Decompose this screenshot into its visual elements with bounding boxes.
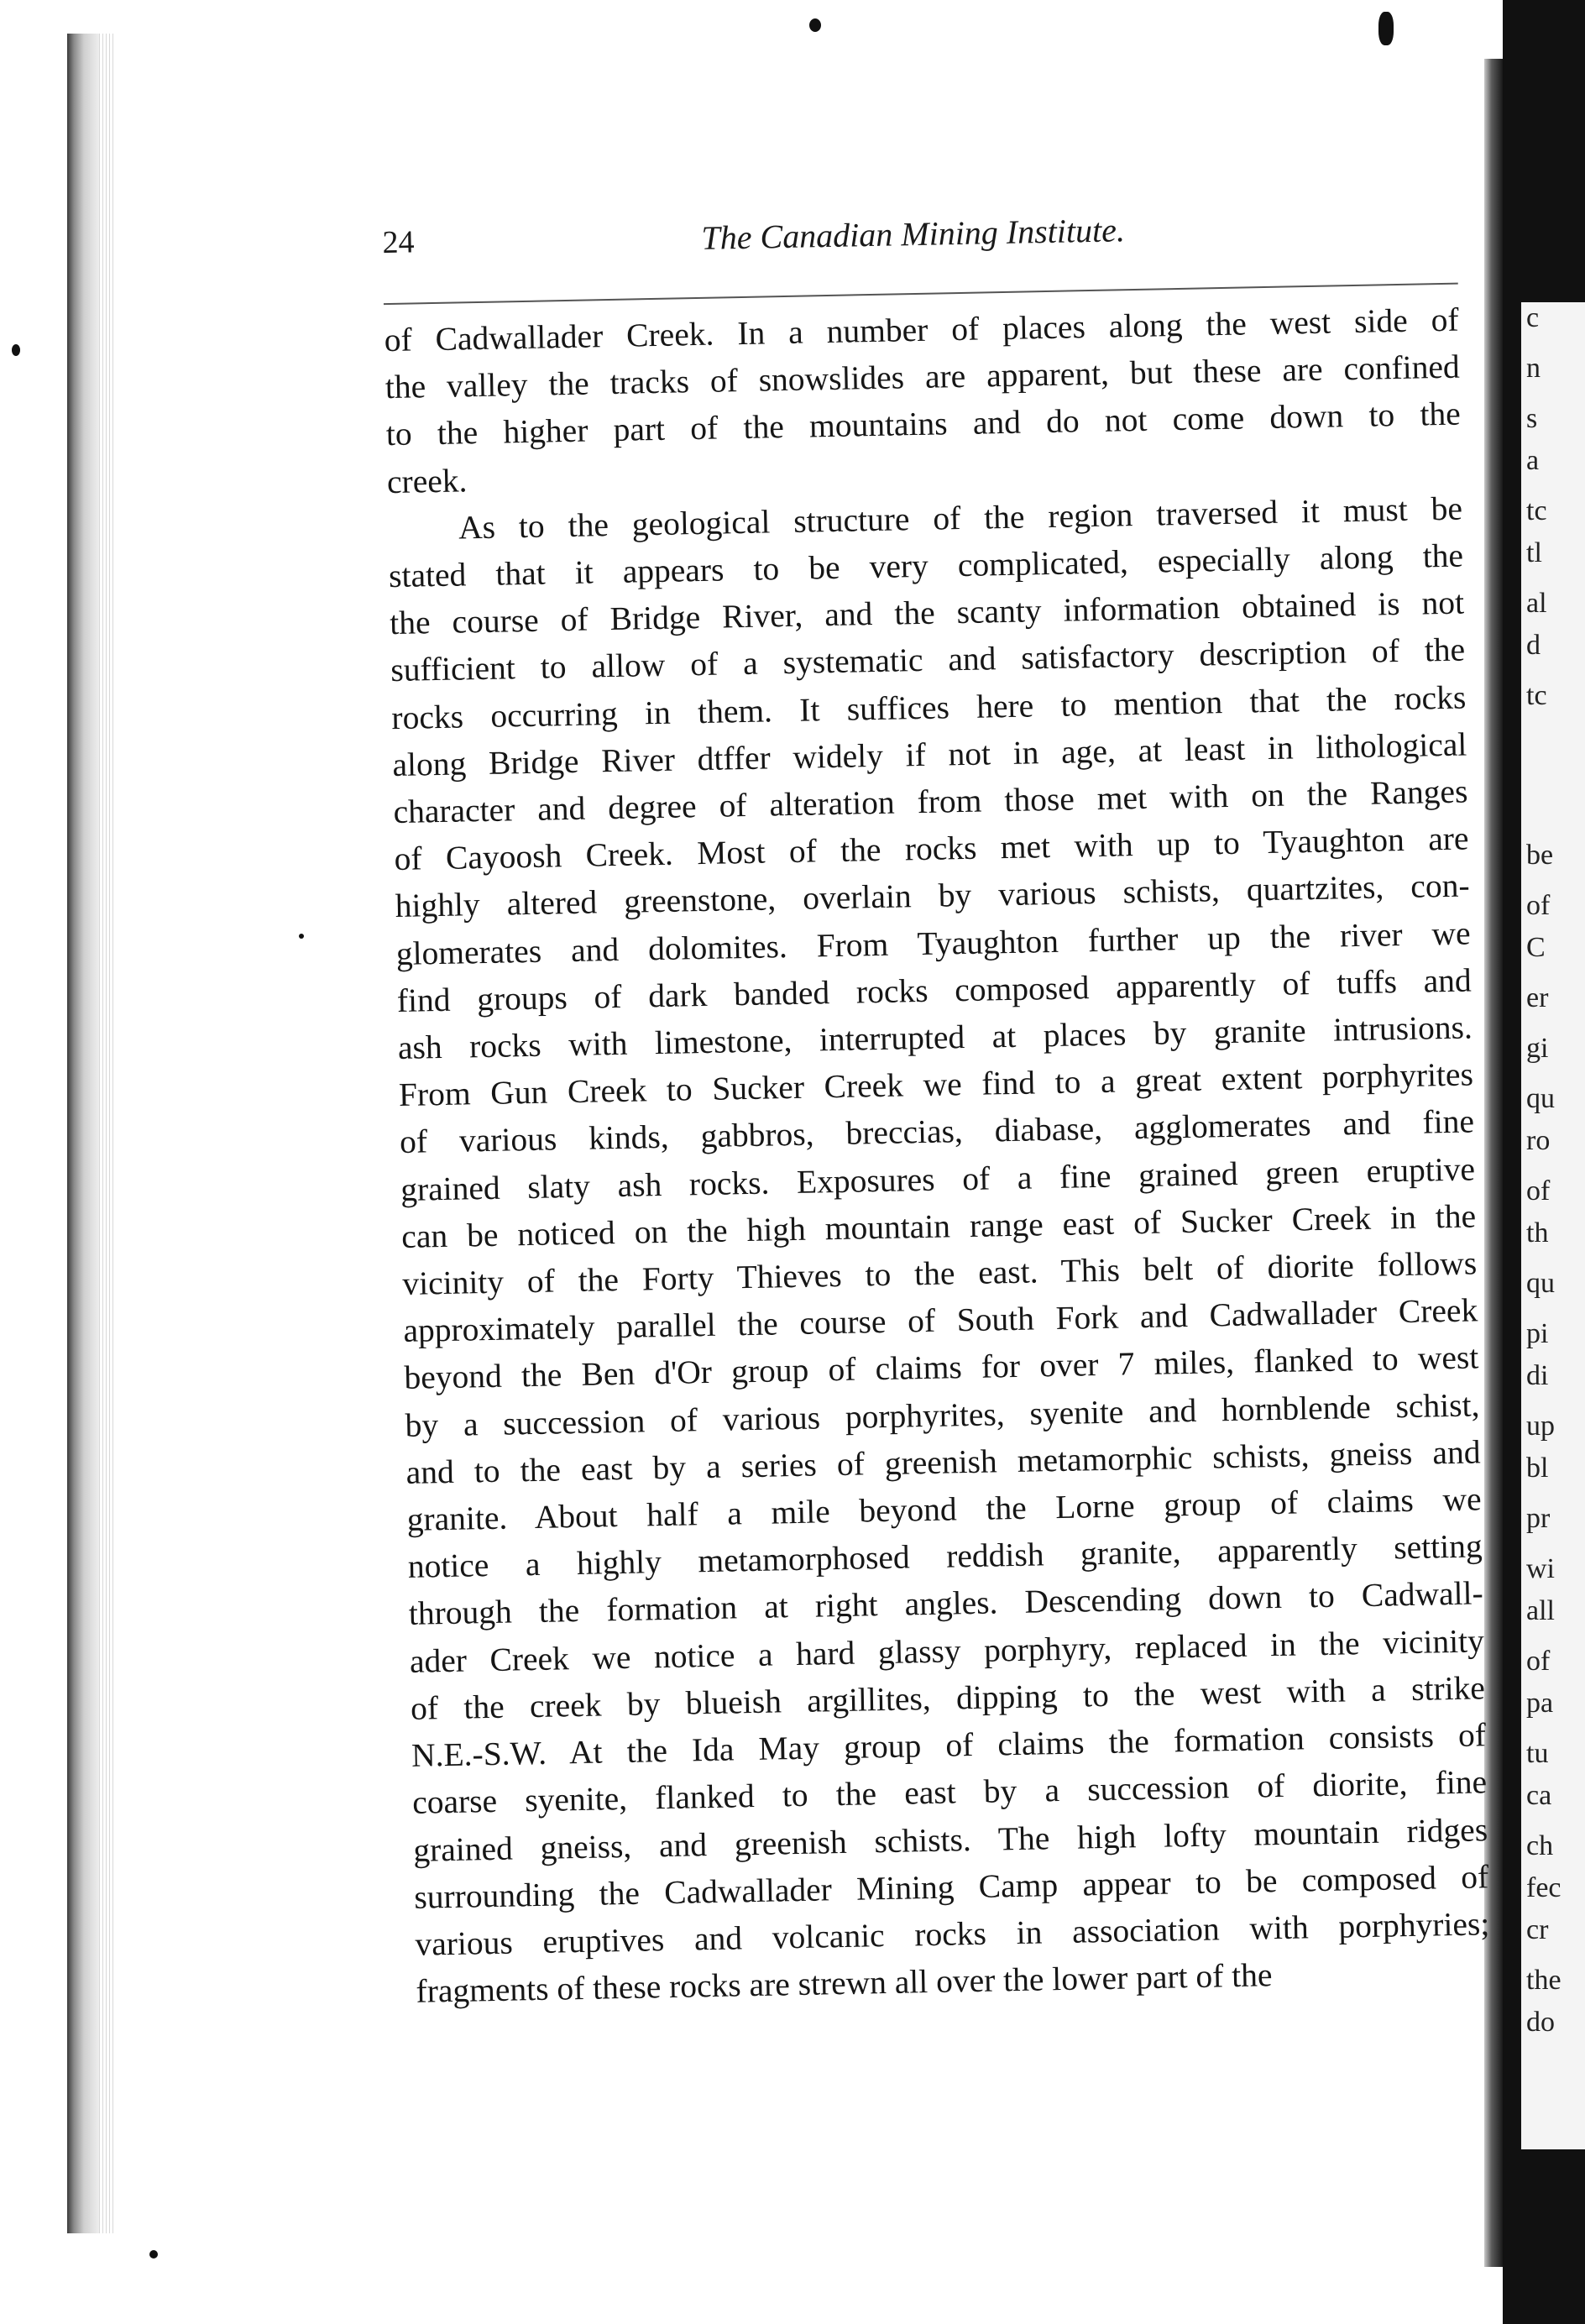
text-line: of various kinds, gabbros, breccias, diabase, agglomerates and fine [399, 1102, 1475, 1161]
running-head-title: The Canadian Mining Institute. [701, 211, 1126, 257]
page-body [344, 0, 1505, 2323]
facing-page-fragment: er [1526, 982, 1549, 1013]
binding-shadow [67, 34, 101, 2233]
text-line: surrounding the Cadwallader Mining Camp appear to be composed of [413, 1857, 1489, 1916]
text-line: sufficient to allow of a systematic and satisfactory description of the [390, 631, 1466, 689]
facing-page-fragment: th [1526, 1217, 1549, 1248]
text-line: vicinity of the Forty Thieves to the east. This belt of diorite follows [401, 1244, 1478, 1303]
body-text [384, 296, 1491, 2016]
text-line: beyond the Ben d'Or group of claims for over 7 miles, flanked to west [404, 1338, 1479, 1397]
facing-page-strip [1521, 302, 1585, 2149]
facing-page-fragment: of [1526, 890, 1551, 921]
facing-page-fragment: tu [1526, 1738, 1549, 1769]
page-number: 24 [382, 224, 415, 261]
text-line: approximately parallel the course of South Fork and Cadwallader Creek [403, 1291, 1478, 1350]
running-head [382, 203, 1474, 275]
facing-page-fragment: fec [1526, 1872, 1561, 1903]
text-line: grained slaty ash rocks. Exposures of a fine grained green eruptive [400, 1150, 1476, 1208]
paragraph [388, 484, 1491, 2015]
scan-speck [149, 2250, 158, 2259]
facing-page-fragment: pa [1526, 1688, 1554, 1719]
paragraph [384, 296, 1462, 505]
facing-page-fragment: ro [1526, 1125, 1551, 1156]
text-line: creek. [386, 461, 468, 500]
facing-page-fragment: all [1526, 1595, 1555, 1626]
text-line: From Gun Creek to Sucker Creek we find to a great extent porphyrites [398, 1055, 1474, 1114]
facing-page-fragment: up [1526, 1411, 1555, 1442]
facing-page-fragment: pi [1526, 1318, 1549, 1349]
text-line: find groups of dark banded rocks composed apparently of tuffs and [396, 961, 1473, 1019]
text-line: fragments of these rocks are strewn all over the lower part of the [416, 1956, 1273, 2010]
text-line: N.E.-S.W. At the Ida May group of claims the formation consists of [411, 1716, 1487, 1774]
facing-page-fragment: C [1526, 932, 1546, 963]
scan-speck [12, 344, 20, 356]
facing-page-fragment: n [1526, 353, 1541, 384]
facing-page-fragment: cr [1526, 1914, 1549, 1945]
facing-page-fragment: qu [1526, 1083, 1555, 1114]
facing-page-fragment: s [1526, 403, 1538, 434]
text-line: and to the east by a series of greenish metamorphic schists, gneiss and [405, 1433, 1481, 1491]
text-line: by a succession of various porphyrites, syenite and hornblende schist, [405, 1386, 1480, 1444]
facing-page-fragment: a [1526, 445, 1540, 476]
text-line: ader Creek we notice a hard glassy porphyry, replaced in the vicinity [409, 1621, 1485, 1680]
text-line: stated that it appears to be very complicated, especially along the [388, 537, 1464, 595]
facing-page-fragment: c [1526, 302, 1540, 333]
facing-page-fragment: gi [1526, 1033, 1549, 1064]
page-edges [99, 34, 114, 2233]
facing-page-fragment: of [1526, 1175, 1551, 1206]
text-line: to the higher part of the mountains and do not come down to the [385, 395, 1462, 453]
text-line: granite. About half a mile beyond the Lorne group of claims we [406, 1480, 1482, 1538]
facing-page-fragment: tc [1526, 680, 1547, 711]
scan-speck [299, 934, 304, 939]
facing-page-fragment: be [1526, 840, 1554, 871]
text-line: through the formation at right angles. Descending down to Cadwall- [408, 1574, 1484, 1633]
facing-page-fragment: ca [1526, 1780, 1552, 1811]
text-line: As to the geological structure of the region traversed it must be [458, 489, 1463, 547]
text-line: glomerates and dolomites. From Tyaughton further up the river we [395, 914, 1471, 972]
text-line: ash rocks with limestone, interrupted at places by granite intrusions. [397, 1008, 1473, 1067]
text-line: of Cadwallader Creek. In a number of places along the west side of [384, 301, 1459, 359]
text-line: rocks occurring in them. It suffices here to mention that the rocks [390, 678, 1467, 736]
text-line: notice a highly metamorphosed reddish granite, apparently setting [407, 1527, 1483, 1586]
facing-page-fragment: d [1526, 630, 1541, 661]
text-line: grained gneiss, and greenish schists. The high lofty mountain ridges [412, 1810, 1488, 1869]
facing-page-fragment: pr [1526, 1503, 1551, 1534]
text-line: coarse syenite, flanked to the east by a succession of diorite, fine [411, 1763, 1488, 1822]
facing-page-fragment: the [1526, 1965, 1561, 1996]
text-line: character and degree of alteration from those met with on the Ranges [393, 772, 1468, 831]
text-line: of the creek by blueish argillites, dipping to the west with a strike [410, 1669, 1486, 1727]
text-line: of Cayoosh Creek. Most of the rocks met with up to Tyaughton are [394, 819, 1469, 878]
facing-page-fragment: of [1526, 1646, 1551, 1677]
facing-page-fragment: di [1526, 1360, 1549, 1391]
text-line: can be noticed on the high mountain range east of Sucker Creek in the [400, 1197, 1477, 1255]
text-line: the course of Bridge River, and the scanty information obtained is not [389, 584, 1465, 642]
text-line: highly altered greenstone, overlain by various schists, quartzites, con- [395, 866, 1470, 925]
facing-page-fragment: al [1526, 588, 1547, 619]
facing-page-fragment: do [1526, 2007, 1555, 2038]
text-line: the valley the tracks of snowslides are apparent, but these are confined [384, 348, 1461, 406]
facing-page-fragment: wi [1526, 1553, 1555, 1584]
facing-page-fragment: bl [1526, 1452, 1549, 1484]
facing-page-fragment: tc [1526, 495, 1547, 526]
facing-page-fragment: qu [1526, 1268, 1555, 1299]
text-line: along Bridge River dtffer widely if not in age, at least in lithological [392, 725, 1467, 783]
text-line: various eruptives and volcanic rocks in association with porphyries; [415, 1905, 1490, 1963]
facing-page-fragment: ch [1526, 1830, 1554, 1861]
facing-page-fragment: tl [1526, 537, 1542, 568]
